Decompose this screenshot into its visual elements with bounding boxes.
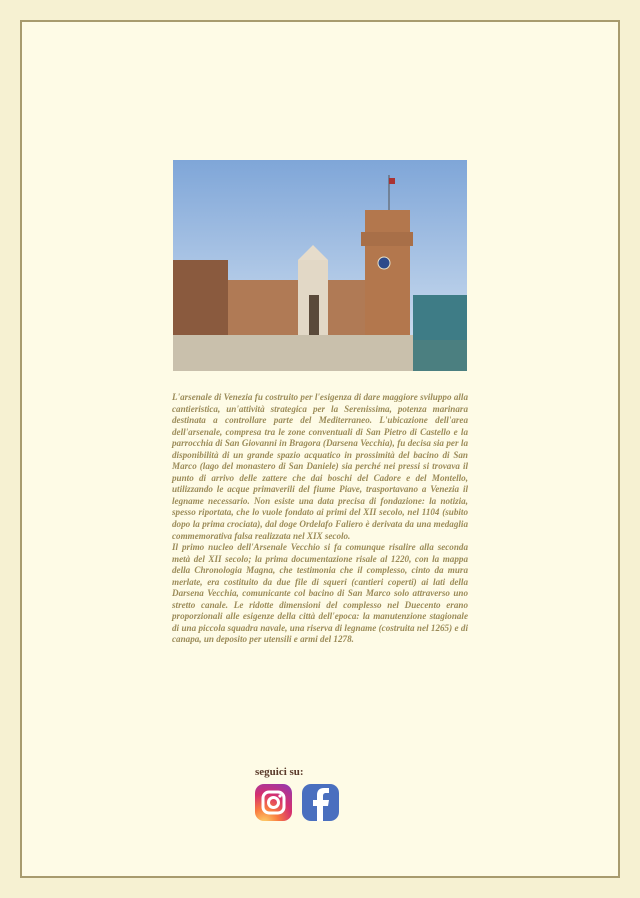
facebook-icon[interactable] [302,784,339,821]
arsenale-photo [173,160,467,371]
article-text [172,392,468,646]
article-paragraph: L'arsenale di Venezia fu costruito per l'esigenza di dare maggiore sviluppo alla cantieristica, un'attività strategica per la Serenissima, potenza marinara destinata a controllare parte del Mediterraneo. L'ubicazione dell'area dell'arsenale, compresa tra le zone conventuali di San Pietro di Castello e la parrocchia di San Giovanni in Bragora (Darsena Vecchia), fu decisa sia per la disponibilità di un grande spazio acquatico in prossimità del bacino di San Marco (lago del monastero di San Daniele) sia perché nei pressi si trovava il punto di arrivo delle zattere che dai boschi del Cadore e del Montello, utilizzando le acque primaverili del fiume Piave, trasportavano a Venezia il legname necessario. Non esiste una data precisa di fondazione: la notizia, spesso riportata, che lo vuole fondato ai primi del XII secolo, nel 1104 (subito dopo la prima crociata), dal doge Ordelafo Faliero è derivata da una medaglia commemorativa falsa realizzata nel XIX secolo. [172,392,468,541]
article-paragraph: Il primo nucleo dell'Arsenale Vecchio si fa comunque risalire alla seconda metà del XII secolo; la prima documentazione risale al 1220, con la mappa della Chronologia Magna, che testimonia che il complesso, cinto da mura merlate, era costituito da due file di squeri (cantieri coperti) ai lati della Darsena Vecchia, comunicante col bacino di San Marco solo attraverso uno stretto canale. Le ridotte dimensioni del complesso nel Duecento erano proporzionali alle esigenze della città dell'epoca: la manutenzione stagionale di una piccola squadra navale, una riserva di legname (costruita nel 1265) e di canapa, un deposito per utensili e armi del 1278. [172,542,468,645]
instagram-icon[interactable] [255,784,292,821]
follow-us-label: seguici su: [255,766,304,778]
